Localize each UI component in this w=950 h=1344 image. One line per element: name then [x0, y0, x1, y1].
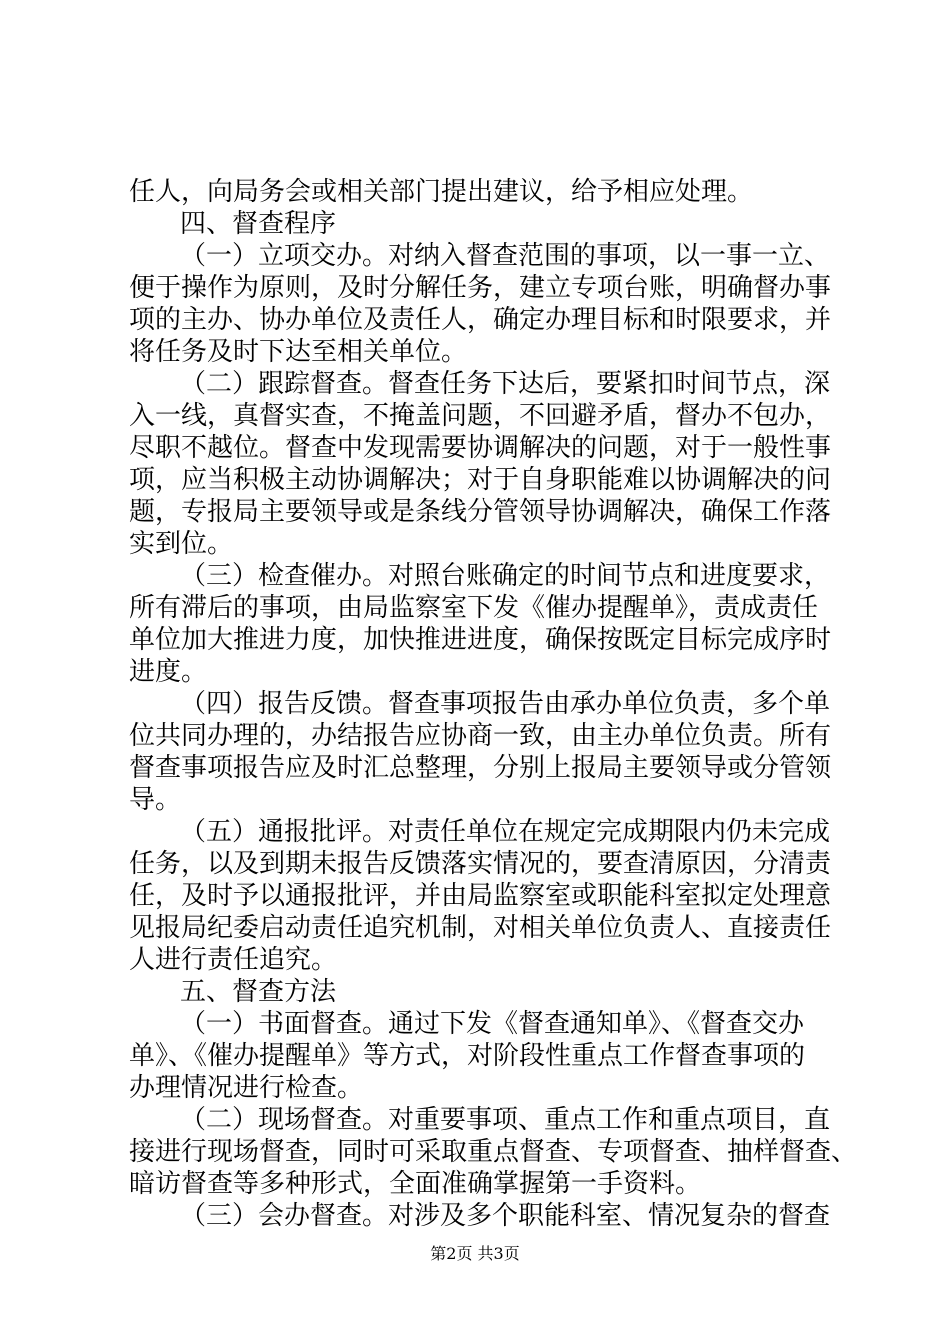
text-line: 进度。	[129, 657, 208, 687]
section-heading: 五、督查方法	[180, 977, 337, 1007]
text-line: （二）现场督查。对重要事项、重点工作和重点项目，直	[180, 1105, 831, 1135]
text-line: 入一线，真督实查，不掩盖问题，不回避矛盾，督办不包办，	[129, 401, 832, 431]
text-line: 位共同办理的，办结报告应协商一致，由主办单位负责。所有	[129, 721, 832, 751]
text-line: （一）立项交办。对纳入督查范围的事项，以一事一立、	[180, 241, 831, 271]
text-line: 便于操作为原则，及时分解任务，建立专项台账，明确督办事	[129, 273, 832, 303]
text-line: 单》、《催办提醒单》等方式，对阶段性重点工作督查事项的	[129, 1041, 806, 1071]
text-line: （四）报告反馈。督查事项报告由承办单位负责，多个单	[180, 689, 831, 719]
text-line: 导。	[129, 785, 182, 815]
text-line: 将任务及时下达至相关单位。	[129, 337, 468, 367]
text-line: （一）书面督查。通过下发《督查通知单》、《督查交办	[180, 1009, 805, 1039]
text-line: 任人，向局务会或相关部门提出建议，给予相应处理。	[129, 177, 754, 207]
text-line: 人进行责任追究。	[129, 945, 338, 975]
text-line: （三）会办督查。对涉及多个职能科室、情况复杂的督查	[180, 1201, 831, 1231]
text-line: 项的主办、协办单位及责任人，确定办理目标和时限要求，并	[129, 305, 832, 335]
text-line: 实到位。	[129, 529, 234, 559]
section-heading: 四、督查程序	[180, 209, 337, 239]
text-line: 接进行现场督查，同时可采取重点督查、专项督查、抽样督查、	[129, 1137, 858, 1167]
text-line: （三）检查催办。对照台账确定的时间节点和进度要求，	[180, 561, 831, 591]
text-line: （二）跟踪督查。督查任务下达后，要紧扣时间节点，深	[180, 369, 831, 399]
text-line: 督查事项报告应及时汇总整理，分别上报局主要领导或分管领	[129, 753, 832, 783]
text-line: 单位加大推进力度，加快推进进度，确保按既定目标完成序时	[129, 625, 832, 655]
text-line: 办理情况进行检查。	[129, 1073, 364, 1103]
text-line: 任，及时予以通报批评，并由局监察室或职能科室拟定处理意	[129, 881, 832, 911]
text-line: 项，应当积极主动协调解决；对于自身职能难以协调解决的问	[129, 465, 832, 495]
text-line: 尽职不越位。督查中发现需要协调解决的问题，对于一般性事	[129, 433, 832, 463]
text-line: 所有滞后的事项，由局监察室下发《催办提醒单》，责成责任	[129, 593, 819, 623]
text-line: 见报局纪委启动责任追究机制，对相关单位负责人、直接责任	[129, 913, 832, 943]
text-line: 题，专报局主要领导或是条线分管领导协调解决，确保工作落	[129, 497, 832, 527]
text-line: 暗访督查等多种形式，全面准确掌握第一手资料。	[129, 1169, 702, 1199]
page-footer: 第2页 共3页	[430, 1244, 520, 1263]
text-line: 任务，以及到期未报告反馈落实情况的，要查清原因，分清责	[129, 849, 832, 879]
text-line: （五）通报批评。对责任单位在规定完成期限内仍未完成	[180, 817, 831, 847]
